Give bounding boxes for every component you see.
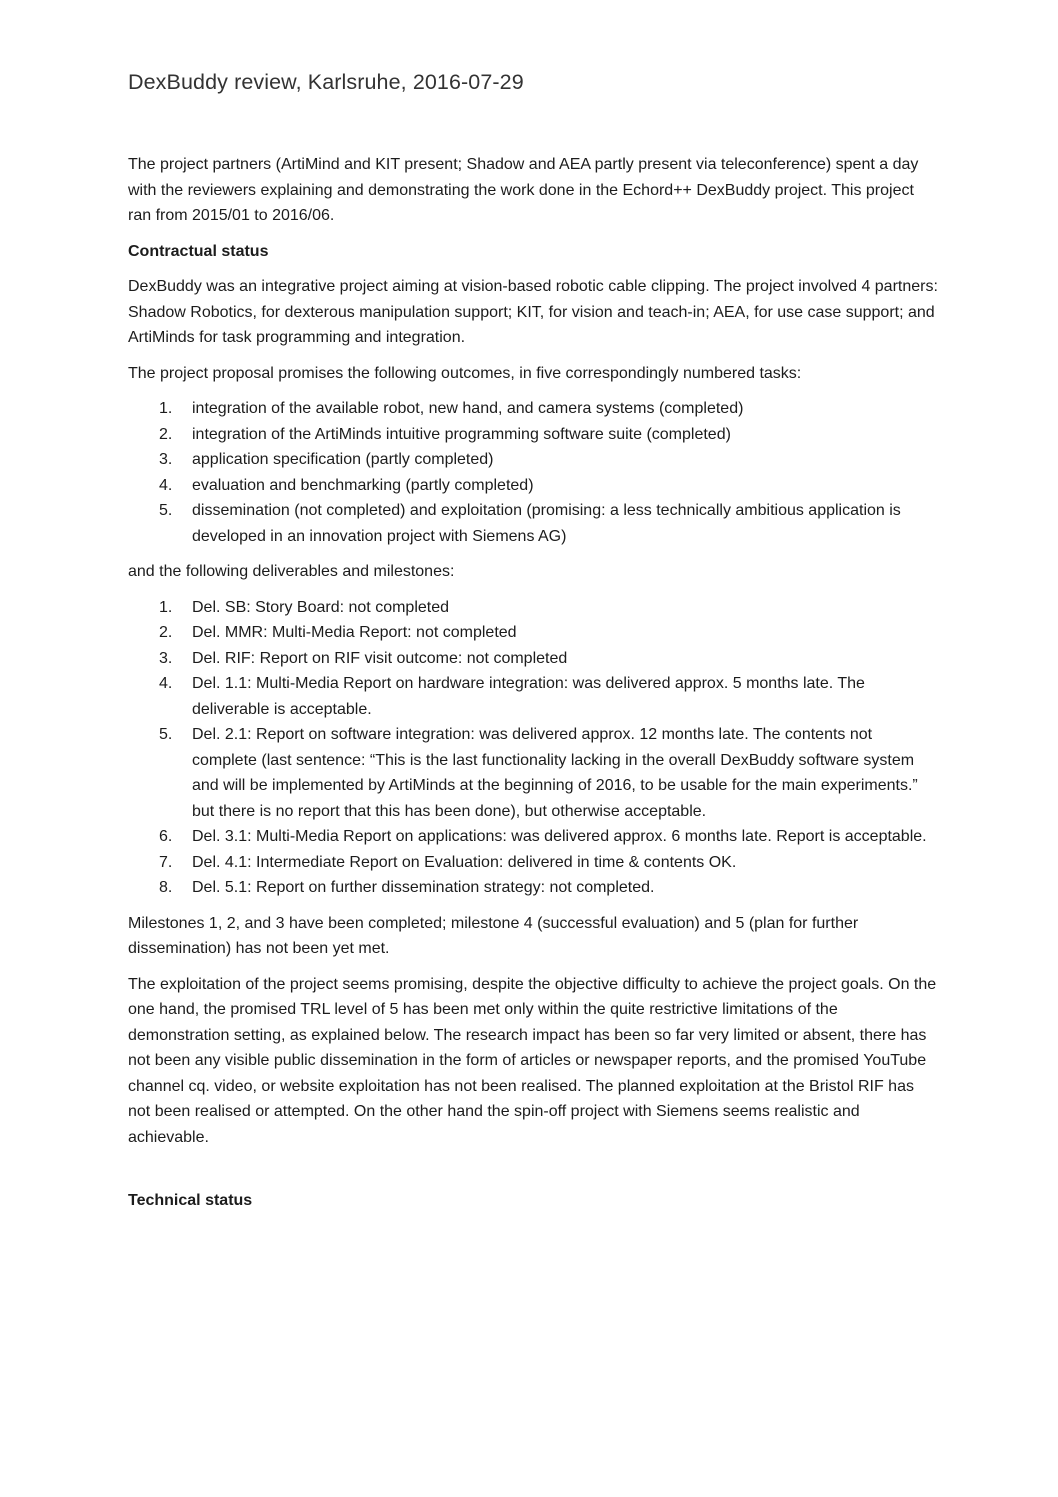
document-title: DexBuddy review, Karlsruhe, 2016-07-29 — [128, 70, 524, 94]
list-item — [128, 473, 938, 499]
list-item-text: Del. 3.1: Multi-Media Report on applications: was delivered approx. 6 months late. Report is acceptable. — [192, 828, 927, 845]
list-item-text: Del. 1.1: Multi-Media Report on hardware integration: was delivered approx. 5 months late. The deliverable is acceptable. — [192, 675, 865, 718]
project-description-paragraph: DexBuddy was an integrative project aiming at vision-based robotic cable clipping. The project involved 4 partners: Shadow Robotics, for dexterous manipulation support; KIT, for vision and teach-in; AEA, for use case support; and ArtiMinds for task programming and integration. — [128, 278, 938, 346]
milestones-paragraph: Milestones 1, 2, and 3 have been completed; milestone 4 (successful evaluation) and 5 (plan for further dissemination) has not been yet met. — [128, 914, 859, 957]
list-item — [128, 875, 938, 901]
list-item-text: evaluation and benchmarking (partly completed) — [192, 476, 534, 494]
deliverables-list — [128, 595, 938, 901]
list-number: 6. — [159, 828, 173, 845]
list-number: 1. — [159, 400, 173, 417]
document-page — [128, 64, 938, 1224]
list-number: 3. — [159, 649, 173, 667]
list-number: 2. — [159, 624, 173, 641]
proposal-outcomes-intro: The project proposal promises the following outcomes, in five correspondingly numbered tasks: — [128, 364, 802, 382]
list-number: 5. — [159, 502, 173, 519]
list-number: 5. — [159, 726, 173, 743]
exploitation-paragraph: The exploitation of the project seems promising, despite the objective difficulty to achieve the project goals. On the one hand, the promised TRL level of 5 has been met only within the quite restrictive limitations of the demonstration setting, as explained below. The research impact has been so far very limited or absent, there has not been any visible public dissemination in the form of articles or newspaper reports, and the promised YouTube channel cq. video, or website exploitation has not been realised. The planned exploitation at the Bristol RIF has not been realised or attempted. On the other hand the spin-off project with Siemens seems realistic and achievable. — [128, 975, 937, 1146]
list-item-text: integration of the available robot, new hand, and camera systems (completed) — [192, 400, 744, 417]
list-item — [128, 595, 938, 621]
list-item — [128, 722, 938, 824]
list-number: 4. — [159, 476, 173, 494]
list-item — [128, 620, 938, 646]
list-item-text: Del. 2.1: Report on software integration: was delivered approx. 12 months late. The contents not complete (last sentence: “This is the last functionality lacking in the overall DexBuddy software system and will be implemented by ArtiMinds at the beginning of 2016, to be usable for the main experiments.” but there is no report that this has been done), but otherwise acceptable. — [192, 726, 918, 820]
list-number: 8. — [159, 879, 173, 896]
list-item — [128, 646, 938, 672]
list-item-text: Del. RIF: Report on RIF visit outcome: not completed — [192, 649, 568, 667]
list-item — [128, 422, 938, 448]
list-item-text: integration of the ArtiMinds intuitive programming software suite (completed) — [192, 425, 731, 443]
list-number: 4. — [159, 675, 173, 692]
list-number: 3. — [159, 451, 173, 468]
intro-paragraph: The project partners (ArtiMind and KIT present; Shadow and AEA partly present via teleconference) spent a day with the reviewers explaining and demonstrating the work done in the Echord++ DexBuddy project. This project ran from 2015/01 to 2016/06. — [128, 156, 919, 224]
list-item — [128, 447, 938, 473]
list-item-text: Del. SB: Story Board: not completed — [192, 598, 450, 616]
list-item — [128, 824, 938, 850]
list-item-text: dissemination (not completed) and exploitation (promising: a less technically ambitious application is developed in an innovation project with Siemens AG) — [192, 502, 901, 545]
deliverables-intro: and the following deliverables and milestones: — [128, 563, 455, 580]
technical-status-heading: Technical status — [128, 1192, 253, 1209]
list-item — [128, 671, 938, 722]
list-item-text: Del. 4.1: Intermediate Report on Evaluation: delivered in time & contents OK. — [192, 853, 737, 871]
contractual-status-heading: Contractual status — [128, 242, 269, 260]
list-number: 7. — [159, 853, 173, 871]
list-number: 2. — [159, 425, 173, 443]
list-item-text: application specification (partly completed) — [192, 451, 494, 468]
list-item-text: Del. 5.1: Report on further dissemination strategy: not completed. — [192, 879, 655, 896]
list-item — [128, 396, 938, 422]
list-item-text: Del. MMR: Multi-Media Report: not completed — [192, 624, 517, 641]
list-item — [128, 850, 938, 876]
list-item — [128, 498, 938, 549]
tasks-list — [128, 396, 938, 549]
list-number: 1. — [159, 598, 173, 616]
